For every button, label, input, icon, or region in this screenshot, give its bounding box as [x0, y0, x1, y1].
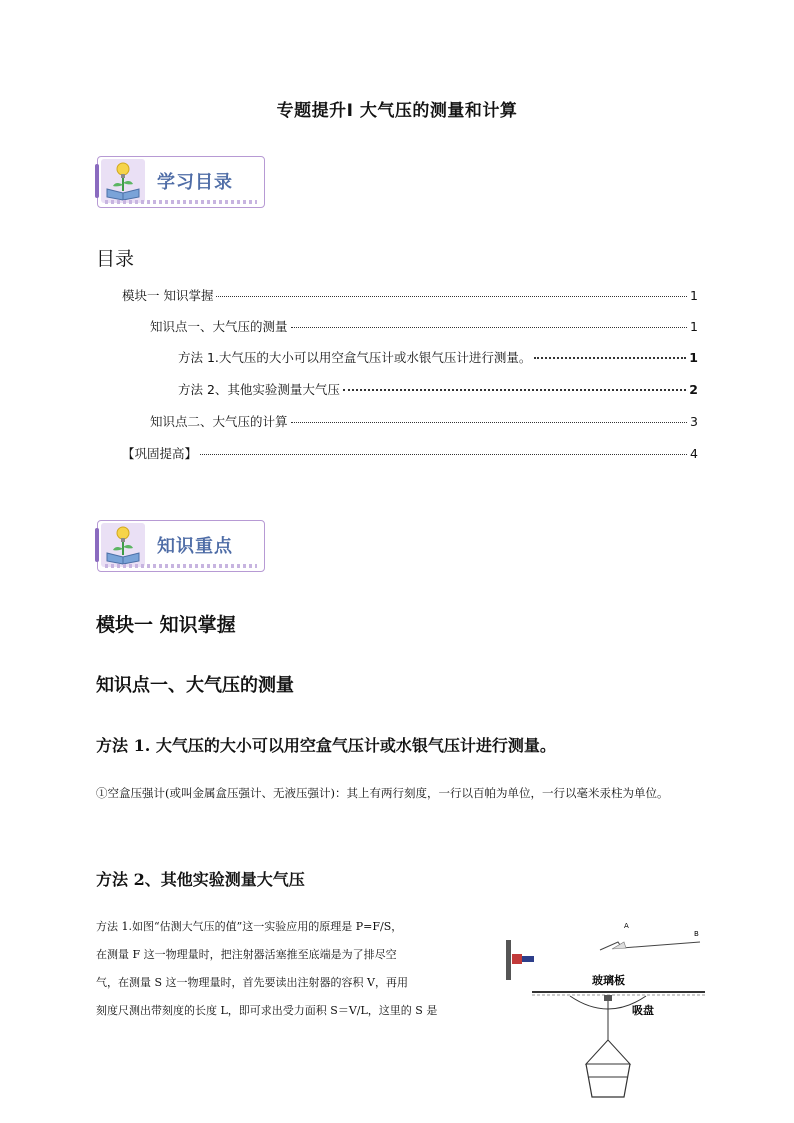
suction-cup-label: 吸盘 [632, 1004, 654, 1017]
toc-entry[interactable]: 知识点一、大气压的测量 1 [150, 319, 698, 334]
method1-paragraph: ①空盒压强计(或叫金属盒压强计、无液压强计)：其上有两行刻度，一行以百帕为单位，一行以毫米汞柱为单位。 [96, 786, 669, 800]
lightbulb-book-icon [101, 159, 145, 203]
syringe-body [522, 956, 534, 962]
method1-heading: 方法 1. 大气压的大小可以用空盒气压计或水银气压计进行测量。 [96, 736, 556, 755]
toc-entry[interactable]: 方法 2、其他实验测量大气压 2 [178, 382, 698, 397]
lightbulb-book-icon [101, 523, 145, 567]
label-a: A [624, 922, 629, 930]
toc-entry[interactable]: 【巩固提高】 4 [122, 446, 698, 461]
study-contents-label: 学习目录 [157, 172, 233, 193]
experiment-figure [500, 912, 710, 1112]
suction-cup [604, 995, 612, 1001]
toc-entry[interactable]: 模块一 知识掌握 1 [122, 288, 698, 303]
toc-entry[interactable]: 知识点二、大气压的计算 3 [150, 414, 698, 429]
method2-heading: 方法 2、其他实验测量大气压 [96, 870, 305, 889]
label-b: B [694, 930, 699, 938]
glass-plate-label: 玻璃板 [592, 974, 625, 987]
paragraph-line: 在测量 F 这一物理量时，把注射器活塞推至底端是为了排尽空 [96, 948, 397, 961]
bucket [586, 1064, 630, 1097]
module-heading: 模块一 知识掌握 [96, 614, 236, 636]
wall-plate [506, 940, 511, 980]
paragraph-line: 气，在测量 S 这一物理量时，首先要读出注射器的容积 V，再用 [96, 976, 408, 989]
document-title: 专题提升Ⅰ 大气压的测量和计算 [276, 101, 518, 121]
knowledge-point-heading: 知识点一、大气压的测量 [96, 675, 294, 696]
study-contents-banner [97, 156, 267, 210]
key-knowledge-banner [97, 520, 267, 574]
toc-entry[interactable]: 方法 1.大气压的大小可以用空盒气压计或水银气压计进行测量。 1 [178, 350, 698, 365]
toc-heading: 目录 [96, 248, 135, 270]
paragraph-line: 方法 1.如图“估测大气压的值”这一实验应用的原理是 P=F/S， [96, 920, 403, 933]
syringe-tip [512, 954, 522, 964]
key-knowledge-label: 知识重点 [157, 536, 233, 557]
method2-paragraph [96, 913, 516, 1025]
paragraph-line: 刻度尺测出带刻度的长度 L，即可求出受力面积 S＝V/L，这里的 S 是 [96, 1004, 438, 1017]
